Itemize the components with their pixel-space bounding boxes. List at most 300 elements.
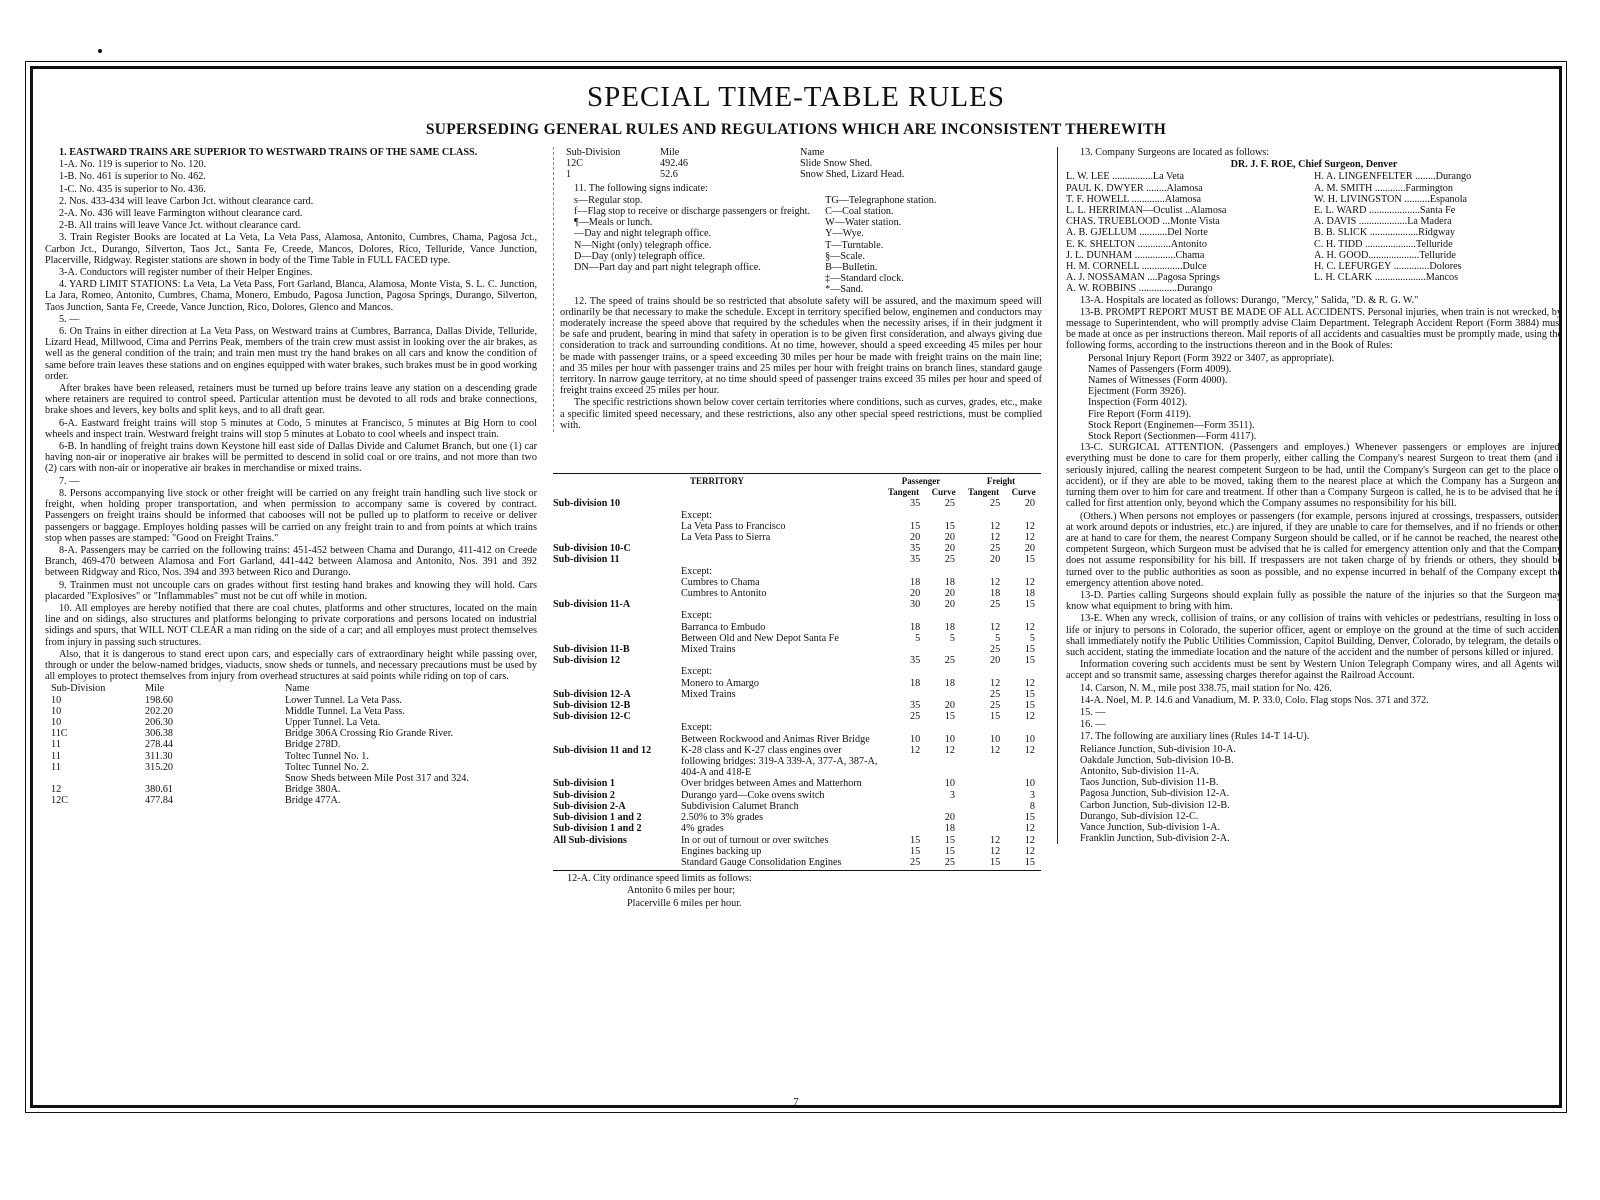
table-cell: [926, 610, 961, 621]
table-cell: Sub-division 12: [553, 655, 621, 667]
table-cell: [681, 599, 881, 610]
table-cell: Over bridges between Ames and Matterhorn: [681, 778, 862, 790]
surgeon-entry: [1314, 283, 1562, 294]
table-cell: La Veta Pass to Sierra: [681, 532, 771, 544]
table-row: [553, 610, 1041, 621]
table-cell: La Veta Pass to Francisco: [681, 520, 786, 532]
surgeon-entry: L. W. LEE ................La Veta: [1066, 171, 1185, 183]
table-row: [1066, 227, 1562, 238]
table-cell: 20: [944, 599, 955, 611]
surgeon-entry: W. H. LIVINGSTON ..........Espanola: [1314, 193, 1468, 205]
table-cell: Bridge 380A.: [285, 784, 341, 796]
surgeon-entry: CHAS. TRUEBLOOD ...Monte Vista: [1066, 216, 1220, 228]
chief-surgeon: DR. J. F. ROE, Chief Surgeon, Denver: [1230, 159, 1398, 171]
rule-5: 5. —: [59, 313, 80, 325]
table-row: [553, 734, 1041, 745]
rule-13c: 13-C. SURGICAL ATTENTION. (Passengers and employes.) Whenever passengers or employes are injured, everything must be done to care for them properly, either calling the Company's nearest Surgeon to treat them (and if seriously injured, calling the nearest competent Surgeon to be had, until the Company's Surgeon can get to the place of accident), or if they are able to be moved, taking them to the nearest place at which the Company has a Surgeon and turning them over to him for care and treatment. If other than a Company Surgeon is called, he is to be advised that he is called for first attention only, beyond which the Company assumes no responsibility for his bill.: [1066, 442, 1562, 510]
table-cell: [961, 666, 1006, 677]
table-cell: 25: [910, 711, 921, 723]
table-cell: Between Old and New Depot Santa Fe: [681, 632, 839, 644]
table-cell: 202.20: [145, 705, 174, 717]
table-cell: Snow Sheds between Mile Post 317 and 324.: [285, 772, 469, 784]
table-cell: [553, 577, 681, 588]
table-cell: [553, 734, 681, 745]
table-cell: 10: [944, 778, 955, 790]
table-cell: [926, 510, 961, 521]
table-cell: [881, 510, 926, 521]
table-cell: Bridge 278D.: [285, 739, 341, 751]
table-cell: [681, 543, 881, 554]
table-cell: 1: [566, 169, 572, 181]
table-cell: Middle Tunnel. La Veta Pass.: [285, 705, 405, 717]
table-row: [45, 739, 537, 750]
table-cell: Sub-division 12-B: [553, 700, 631, 712]
table-cell: 35: [910, 700, 921, 712]
table-cell: Sub-division 10: [553, 498, 621, 510]
table-cell: Sub-division 11-B: [553, 644, 630, 656]
table-row: [553, 689, 1041, 700]
table-cell: Sub-division 12-A: [553, 688, 631, 700]
table-cell: In or out of turnout or over switches: [681, 834, 829, 846]
column-1: [45, 147, 537, 807]
surgeon-entry: H. C. LEFURGEY ..............Dolores: [1314, 261, 1462, 273]
auxiliary-lines-list: [1066, 744, 1562, 845]
table-row: [553, 554, 1041, 565]
table-cell: [553, 566, 681, 577]
table-cell: 25: [944, 856, 955, 868]
table-cell: 12: [1024, 677, 1035, 689]
table-cell: [115, 773, 245, 784]
page-frame: [30, 66, 1562, 1108]
rule-7: 7. —: [59, 475, 80, 487]
table-cell: Cumbres to Chama: [681, 576, 760, 588]
table-cell: 10: [51, 705, 62, 717]
table-row: [553, 498, 1041, 509]
rule-6b: 6-B. In handling of freight trains down Keystone hill east side of Dallas Divide and Calumet Branch, but one (1) car having non-air or inoperative air brakes will be permitted to descend in solid coal or ore trains, and not more than two (2) cars with non-air or inoperative air brakes in merchandise or mixed trains.: [45, 441, 537, 475]
table-cell: Sub-division 12-C: [553, 711, 631, 723]
table-cell: 12: [990, 677, 1001, 689]
header-cell: Mile: [145, 683, 165, 695]
freight-header: Freight: [986, 476, 1016, 486]
table-row: [45, 706, 537, 717]
rule-13e: 13-E. When any wreck, collision of trains, or any collision of trains with vehicles or pedestrians, resulting in loss of life or injury to persons in Colorado, the superior officer, agent or employe on the ground at the time of such accident shall immediately notify the Public Utilities Commission, Capitol Building, Denver, Colorado, by telegram, the details of such accident, stating the immediate location and the nature of the accident and the number of persons killed or injured.: [1066, 613, 1562, 658]
sign-item: C—Coal station.: [825, 206, 894, 218]
table-cell: 25: [990, 543, 1001, 555]
table-cell: Sub-division 10-C: [553, 543, 631, 555]
table-cell: 35: [910, 543, 921, 555]
table-row: [45, 728, 537, 739]
table-row: [45, 717, 537, 728]
table-cell: [1006, 510, 1041, 521]
rule-15: 15. —: [1080, 706, 1106, 718]
table-cell: 20: [944, 588, 955, 600]
surgeon-entry: E. K. SHELTON .............Antonito: [1066, 238, 1207, 250]
table-row: [1066, 216, 1562, 227]
form-item: Stock Report (Enginemen—Form 3511).: [1088, 419, 1255, 431]
table-cell: 5: [1029, 632, 1035, 644]
surgeon-entry: A. B. GJELLUM ...........Del Norte: [1066, 227, 1208, 239]
table-row: [553, 823, 1041, 834]
header-cell: Sub-Division: [51, 683, 106, 695]
auxiliary-line-item: Durango, Sub-division 12-C.: [1080, 810, 1199, 822]
table-cell: 18: [910, 677, 921, 689]
table-cell: 12: [990, 576, 1001, 588]
table-cell: [1006, 610, 1041, 621]
sheds-table-body: [560, 158, 1042, 180]
table-cell: [881, 644, 926, 655]
table-cell: 5: [995, 632, 1001, 644]
table-cell: Except:: [681, 610, 713, 622]
table-cell: [553, 521, 681, 532]
surgeons-table-body: [1066, 171, 1562, 294]
sheds-table: [560, 147, 1042, 181]
table-cell: [553, 857, 681, 868]
sign-item: T—Turntable.: [825, 239, 884, 251]
table-cell: 492.46: [660, 158, 689, 170]
table-row: [553, 846, 1041, 857]
rule-2: 2. Nos. 433-434 will leave Carbon Jct. without clearance card.: [59, 195, 314, 207]
table-cell: Standard Gauge Consolidation Engines: [681, 856, 842, 868]
surgeon-entry: H. A. LINGENFELTER ........Durango: [1314, 171, 1472, 183]
rule-14a: 14-A. Noel, M. P. 14.6 and Vanadium, M. P. 33.0, Colo. Flag stops Nos. 371 and 372.: [1080, 694, 1429, 706]
form-item: Names of Witnesses (Form 4000).: [1088, 375, 1228, 387]
rule-1b: 1-B. No. 461 is superior to No. 462.: [59, 171, 206, 183]
table-row: [553, 857, 1041, 868]
table-cell: 380.61: [145, 784, 174, 796]
table-cell: [553, 610, 681, 621]
table-cell: 10: [51, 694, 62, 706]
table-cell: [961, 812, 1006, 823]
table-row: [560, 158, 1042, 169]
table-row: [553, 577, 1041, 588]
table-cell: 12: [1024, 711, 1035, 723]
table-header: [553, 476, 1041, 487]
table-cell: [553, 510, 681, 521]
table-cell: [881, 790, 926, 801]
table-cell: 12: [1024, 823, 1035, 835]
sign-item: —Day and night telegraph office.: [574, 228, 712, 240]
speed-table-body: [553, 498, 1041, 868]
table-cell: [926, 801, 961, 812]
table-cell: [881, 812, 926, 823]
rule-13b: 13-B. PROMPT REPORT MUST BE MADE OF ALL ACCIDENTS. Personal injuries, when train is not wrecked, by message to Superintendent, who will promptly advise Claim Department. Telegraph Accident Report (Form 3884) must be made at once as per instructions thereon. Mail reports of all accidents and casualties must be promptly made, using the following forms, according to the instructions thereon and in the Book of Rules:: [1066, 306, 1562, 352]
table-cell: 15: [944, 845, 955, 857]
signs-right: [825, 195, 1042, 296]
table-row: [553, 812, 1041, 823]
table-row: [553, 835, 1041, 846]
table-cell: 20: [1024, 543, 1035, 555]
table-cell: Durango yard—Coke ovens switch: [681, 789, 825, 801]
table-cell: [553, 532, 681, 543]
table-row: [1066, 194, 1562, 205]
scan-speck: [98, 49, 102, 53]
table-cell: [881, 666, 926, 677]
rule-2b: 2-B. All trains will leave Vance Jct. without clearance card.: [59, 220, 301, 232]
rule-1: 1. EASTWARD TRAINS ARE SUPERIOR TO WESTWARD TRAINS OF THE SAME CLASS.: [59, 147, 478, 158]
table-cell: 52.6: [660, 169, 678, 181]
divider: [553, 870, 1041, 871]
table-row: [553, 722, 1041, 733]
sign-item: f—Flag stop to receive or discharge passengers or freight.: [574, 206, 811, 218]
table-cell: 15: [944, 834, 955, 846]
table-cell: 12: [990, 520, 1001, 532]
forms-list: [1066, 353, 1562, 443]
table-row: [1066, 239, 1562, 250]
surgeon-entry: A. H. GOOD....................Telluride: [1314, 249, 1456, 261]
table-row: [553, 566, 1041, 577]
table-cell: 206.30: [145, 716, 174, 728]
table-cell: [553, 588, 681, 599]
surgeon-entry: B. B. SLICK ...................Ridgway: [1314, 227, 1455, 239]
rule-12a-antonito: Antonito 6 miles per hour;: [627, 885, 736, 897]
table-cell: 12: [1024, 834, 1035, 846]
table-row: [553, 633, 1041, 644]
table-cell: Barranca to Embudo: [681, 621, 766, 633]
table-cell: Subdivision Calumet Branch: [681, 800, 799, 812]
table-cell: 12: [1024, 520, 1035, 532]
table-cell: [681, 711, 881, 722]
rule-8: 8. Persons accompanying live stock or other freight will be carried on any freight train handling such live stock or freight, when holding proper transportation, and when permission to accompany same is covered by contract. Passengers on freight trains should be informed that cabooses will not be pulled up to platform to receive or deliver passengers or baggage. Employes holding passes will be carried on any freight train to and from points at which trains stop when passes are stamped: "Good on Freight Trains.": [45, 487, 537, 544]
table-cell: 4% grades: [681, 823, 724, 835]
rule-11: 11. The following signs indicate:: [574, 182, 708, 194]
table-cell: 15: [1024, 700, 1035, 712]
table-row: [45, 773, 537, 784]
table-cell: [926, 666, 961, 677]
table-row: [1066, 250, 1562, 261]
page-subtitle: SUPERSEDING GENERAL RULES AND REGULATIONS WHICH ARE INCONSISTENT THEREWITH: [425, 121, 1167, 138]
table-cell: [961, 790, 1006, 801]
table-cell: 12: [1024, 845, 1035, 857]
table-cell: [681, 655, 881, 666]
form-item: Personal Injury Report (Form 3922 or 3407, as appropriate).: [1088, 352, 1335, 364]
table-cell: 15: [1024, 688, 1035, 700]
surgeon-entry: A. W. ROBBINS ...............Durango: [1066, 283, 1213, 295]
curve-header: Curve: [1011, 487, 1036, 498]
table-cell: [881, 778, 926, 789]
surgeon-entry: L. L. HERRIMAN—Oculist ..Alamosa: [1066, 205, 1227, 217]
table-cell: 20: [990, 554, 1001, 566]
table-cell: [961, 801, 1006, 812]
table-row: [553, 543, 1041, 554]
table-cell: [553, 622, 681, 633]
rule-10-cont: Also, that it is dangerous to stand erect upon cars, and especially cars of extraordinary height while passing over, through or under the below-named bridges, viaducts, snow sheds or tunnels, and necessary precautions must be used by all employes to protect themselves from injury from overhead structures at said points while riding on top of cars.: [45, 648, 537, 683]
table-cell: 311.30: [145, 750, 173, 762]
auxiliary-line-item: Reliance Junction, Sub-division 10-A.: [1080, 743, 1236, 755]
sign-item: *—Sand.: [825, 284, 864, 296]
table-cell: 15: [910, 845, 921, 857]
table-cell: [881, 610, 926, 621]
table-header: [560, 147, 1042, 158]
auxiliary-line-item: Carbon Junction, Sub-division 12-B.: [1080, 799, 1230, 811]
table-row: [1066, 171, 1562, 182]
table-cell: 18: [990, 588, 1001, 600]
table-cell: 15: [1024, 644, 1035, 656]
rule-1c: 1-C. No. 435 is superior to No. 436.: [59, 183, 206, 195]
table-row: [553, 510, 1041, 521]
table-cell: [1006, 722, 1041, 733]
sign-item: N—Night (only) telegraph office.: [574, 239, 712, 251]
surgeon-entry: A. M. SMITH ............Farmington: [1314, 182, 1453, 194]
table-cell: 15: [1024, 599, 1035, 611]
table-cell: 25: [990, 599, 1001, 611]
table-cell: 11: [51, 761, 61, 773]
table-cell: 278.44: [145, 739, 174, 751]
table-cell: All Sub-divisions: [553, 834, 627, 846]
table-cell: 15: [1024, 554, 1035, 566]
table-row: [553, 521, 1041, 532]
rule-10: 10. All employes are hereby notified that there are coal chutes, platforms and other structures, located on the main line and on sidings, also structures and platforms belonging to private corporations and persons located on industrial sidings and spurs, that WILL NOT CLEAR a man riding on the side of a car; and all employes must protect themselves from injury in passing such structures.: [45, 602, 537, 648]
table-row: [45, 762, 537, 773]
table-cell: 12C: [51, 795, 68, 807]
table-cell: 3: [949, 789, 955, 801]
table-row: [553, 588, 1041, 599]
table-cell: [926, 644, 961, 655]
table-cell: [961, 610, 1006, 621]
signs-table: [560, 195, 1042, 296]
page-title: SPECIAL TIME-TABLE RULES: [586, 81, 1005, 113]
speed-table-block: [553, 473, 1041, 910]
table-cell: [681, 498, 881, 509]
table-row: [553, 700, 1041, 711]
rule-2a: 2-A. No. 436 will leave Farmington without clearance card.: [59, 208, 303, 220]
table-cell: [961, 778, 1006, 789]
rule-6: 6. On Trains in either direction at La Veta Pass, on Westward trains at Cumbres, Barranca, Dallas Divide, Telluride, Lizard Head, Millwood, Cima and Perrins Peak, members of the train crew must assist in looking over the air brakes, as well as the general condition of the train; and train men must try the hand brakes on all cars and know the condition of same before train leaves these stations and on engines equipped with water brakes, such brakes must be in good working order.: [45, 326, 537, 382]
table-cell: Toltec Tunnel No. 2.: [285, 761, 369, 773]
rule-13c-others: (Others.) When persons not employes or passengers (for example, persons injured at crossings, trespassers, outsiders at work around depots or industries, etc.) are injured, if they are unable to care for themselves, and if no friends or others are at hand to care for them, the nearest Company Surgeon should be called, or if he cannot be reached, the nearest other competent Surgeon, which Surgeon must be advised that he is called for emergency attention only and that the Company does not assume responsibility for his bill. If trespassers are not taken charge of by friends or others, they should be turned over to the public authorities as soon as possible, and no expense incurred in behalf of the Company except the emergency attention above noted.: [1066, 510, 1562, 589]
table-cell: 12C: [566, 158, 583, 170]
table-row: [560, 169, 1042, 180]
rule-12: 12. The speed of trains should be so restricted that absolute safety will be assured, and the maximum speed will ordinarily be that necessary to make the schedule. Except in territory specified below, enginemen and conductors may moderately increase the speed above that required by the schedules when the necessity arises, if in their judgment it be safe and prudent, bearing in mind that safety in operation is to be given first consideration, and always giving due consideration to track and surrounding conditions. At no time, however, should a speed exceeding 45 miles per hour be made with passenger trains, or a speed exceeding 30 miles per hour be made with freight trains on the main line; and 35 miles per hour with passenger trains and 25 miles per hour with freight trains on branch lines, standard gauge territory. In narrow gauge territory, at no time should speed of passenger trains exceed 35 miles per hour and speed of freight trains exceed 25 miles per hour.: [560, 295, 1042, 397]
rule-9: 9. Trainmen must not uncouple cars on grades without first testing hand brakes and knowing they will hold. Cars placarded "Explosives" or "Inflammables" must not be cut off while in motion.: [45, 579, 537, 602]
column-3: [1057, 147, 1562, 844]
table-row: [553, 801, 1041, 812]
table-cell: 25: [944, 554, 955, 566]
sign-item: TG—Telegraphone station.: [825, 194, 937, 206]
table-cell: Sub-division 1: [553, 778, 616, 790]
table-cell: 15: [1024, 856, 1035, 868]
rule-6a: 6-A. Eastward freight trains will stop 5 minutes at Codo, 5 minutes at Francisco, 5 minutes at Big Horn to cool wheels and inspect train. Westward freight trains will stop 5 minutes at Lobato to cool wheels and inspect train.: [45, 417, 537, 440]
table-cell: 12: [990, 834, 1001, 846]
table-cell: 10: [51, 716, 62, 728]
table-cell: [881, 801, 926, 812]
table-header: [45, 683, 537, 694]
table-cell: 35: [910, 655, 921, 667]
table-cell: 18: [910, 621, 921, 633]
table-cell: 10: [944, 733, 955, 745]
table-cell: 10: [1024, 733, 1035, 745]
table-cell: 15: [910, 520, 921, 532]
table-cell: 18: [944, 576, 955, 588]
sign-item: ¶—Meals or lunch.: [574, 217, 653, 229]
table-cell: 198.60: [145, 694, 174, 706]
table-row: [553, 655, 1041, 666]
sign-item: DN—Part day and part night telegraph office.: [574, 262, 761, 274]
table-cell: Except:: [681, 666, 713, 678]
table-cell: Slide Snow Shed.: [800, 158, 873, 170]
table-cell: [881, 823, 926, 834]
table-row: [45, 695, 537, 706]
rule-13: 13. Company Surgeons are located as follows:: [1080, 147, 1270, 158]
rule-13e-cont: Information covering such accidents must be sent by Western Union Telegraph Company wires, and all Agents will accept and so transmit same, assessing charges therefor against the Railroad Account.: [1066, 659, 1562, 682]
table-cell: 15: [944, 520, 955, 532]
table-cell: 11C: [51, 728, 68, 740]
table-cell: 20: [944, 700, 955, 712]
table-cell: 12: [51, 784, 62, 796]
table-cell: 477.84: [145, 795, 174, 807]
table-cell: [961, 823, 1006, 834]
table-row: [1066, 272, 1562, 283]
rule-12a-placerville: Placerville 6 miles per hour.: [627, 897, 742, 909]
table-cell: Mixed Trains: [681, 644, 736, 656]
table-cell: 306.38: [145, 728, 174, 740]
form-item: Fire Report (Form 4119).: [1088, 408, 1192, 420]
table-cell: [926, 689, 961, 700]
table-cell: K-28 class and K-27 class engines over following bridges: 319-A 339-A, 377-A, 387-A, 404-A and 418-E: [681, 744, 878, 779]
rule-4: 4. YARD LIMIT STATIONS: La Veta, La Veta Pass, Fort Garland, Blanca, Alamosa, Monte Vista, S. L. C. Junction, La Jara, Romeo, Antonito, Cumbres, Chama, Monero, Embudo, Pagosa Junction, Pagosa Springs, Durango, Silverton, Taos Junction, Santa Fe, Creede, Vance Junction, Rico, Dolores, Glenco and Mancos.: [45, 279, 537, 313]
sign-item: ‡—Standard clock.: [825, 273, 904, 285]
table-row: [45, 751, 537, 762]
table-cell: [45, 773, 115, 784]
table-cell: 18: [944, 677, 955, 689]
table-cell: 20: [944, 532, 955, 544]
table-cell: 12: [990, 744, 1001, 756]
table-cell: 12: [990, 532, 1001, 544]
table-cell: Lower Tunnel. La Veta Pass.: [285, 694, 402, 706]
surgeon-entry: PAUL K. DWYER ........Alamosa: [1066, 182, 1203, 194]
table-cell: Sub-division 2: [553, 789, 616, 801]
surgeon-entry: A. DAVIS ...................La Madera: [1314, 216, 1452, 228]
table-cell: 20: [910, 588, 921, 600]
table-cell: 18: [944, 621, 955, 633]
table-row: [1066, 205, 1562, 216]
table-cell: [881, 689, 926, 700]
table-cell: Toltec Tunnel No. 1.: [285, 750, 369, 762]
table-row: [1066, 183, 1562, 194]
table-row: [553, 711, 1041, 722]
table-cell: [1006, 666, 1041, 677]
signs-left: [560, 195, 825, 296]
table-cell: Sub-division 1 and 2: [553, 823, 642, 835]
table-cell: 5: [915, 632, 921, 644]
table-cell: 15: [1024, 655, 1035, 667]
table-cell: 12: [1024, 532, 1035, 544]
auxiliary-line-item: Oakdale Junction, Sub-division 10-B.: [1080, 754, 1234, 766]
table-cell: 12: [1024, 744, 1035, 756]
speed-restrictions-table: [553, 476, 1041, 868]
table-cell: 12: [990, 845, 1001, 857]
auxiliary-line-item: Pagosa Junction, Sub-division 12-A.: [1080, 788, 1230, 800]
table-cell: [681, 700, 881, 711]
surgeon-entry: J. L. DUNHAM ................Chama: [1066, 249, 1205, 261]
table-cell: 12: [910, 744, 921, 756]
table-cell: Bridge 477A.: [285, 795, 341, 807]
rule-3a: 3-A. Conductors will register number of their Helper Engines.: [59, 267, 313, 279]
table-cell: 25: [944, 655, 955, 667]
table-cell: [553, 678, 681, 689]
table-cell: 15: [1024, 812, 1035, 824]
rule-1a: 1-A. No. 119 is superior to No. 120.: [59, 159, 207, 171]
table-cell: Sub-division 11: [553, 554, 620, 566]
header-cell: Mile: [660, 147, 680, 158]
table-cell: Mixed Trains: [681, 688, 736, 700]
surgeons-table: [1066, 171, 1562, 294]
table-cell: 10: [990, 733, 1001, 745]
table-cell: Sub-division 1 and 2: [553, 812, 642, 824]
form-item: Stock Report (Sectionmen—Form 4117).: [1088, 431, 1257, 443]
passenger-header: Passenger: [901, 476, 941, 486]
table-row: [45, 784, 537, 795]
form-item: Inspection (Form 4012).: [1088, 397, 1188, 409]
